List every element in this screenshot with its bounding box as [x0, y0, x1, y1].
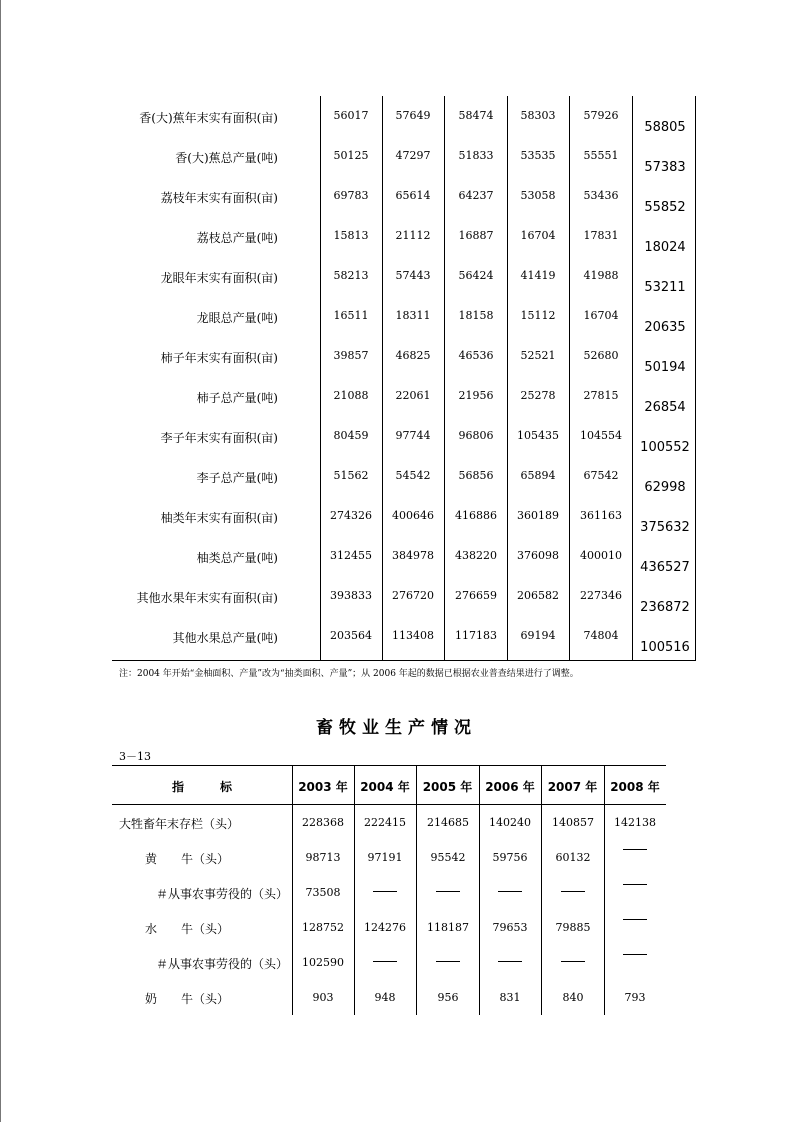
table-row [0, 349, 793, 389]
col-divider [479, 765, 480, 1015]
table-cell: 53058 [520, 189, 556, 202]
table-cell: 79885 [555, 921, 591, 934]
table-cell: 436527 [640, 560, 690, 575]
table-cell: 17831 [583, 229, 619, 242]
table-cell: 25278 [520, 389, 556, 402]
table-cell: 53436 [583, 189, 619, 202]
table-cell: 57649 [395, 109, 431, 122]
table-cell: 95542 [430, 851, 466, 864]
table-cell: 21112 [395, 229, 431, 242]
table-cell: 52680 [583, 349, 619, 362]
table-cell: 47297 [395, 149, 431, 162]
row-label: 柚类年末实有面积(亩) [160, 511, 278, 525]
no-data-dash [373, 961, 397, 962]
table-cell: 100516 [640, 640, 690, 655]
no-data-dash [623, 954, 647, 955]
table-cell: 58474 [458, 109, 494, 122]
table-cell: 18158 [458, 309, 494, 322]
table-cell: 56017 [333, 109, 369, 122]
row-label: ＃从事农事劳役的（头） [156, 887, 289, 901]
table-cell: 214685 [427, 816, 469, 829]
table-cell: 400646 [392, 509, 434, 522]
table-cell: 60132 [555, 851, 591, 864]
table-cell: 227346 [580, 589, 622, 602]
table-cell: 793 [624, 991, 646, 1004]
header-year: 2007 年 [547, 780, 598, 794]
table-bottom-rule [112, 660, 696, 661]
table-cell: 96806 [458, 429, 494, 442]
row-label: 李子总产量(吨) [196, 471, 278, 485]
table-cell: 438220 [455, 549, 497, 562]
no-data-dash [623, 849, 647, 850]
table-row [0, 309, 793, 349]
col-divider [604, 765, 605, 1015]
row-label: 李子年末实有面积(亩) [160, 431, 278, 445]
table-cell: 140240 [489, 816, 531, 829]
table-cell: 228368 [302, 816, 344, 829]
table-cell: 67542 [583, 469, 619, 482]
table-cell: 58303 [520, 109, 556, 122]
table-cell: 102590 [302, 956, 344, 969]
table-cell: 50125 [333, 149, 369, 162]
table-cell: 57443 [395, 269, 431, 282]
table-cell: 416886 [455, 509, 497, 522]
no-data-dash [561, 961, 585, 962]
table-cell: 312455 [330, 549, 372, 562]
table-cell: 222415 [364, 816, 406, 829]
row-label: 荔枝年末实有面积(亩) [160, 191, 278, 205]
table-cell: 97191 [367, 851, 403, 864]
row-label: 黄 牛（头） [145, 852, 230, 866]
row-label: 奶 牛（头） [145, 992, 230, 1006]
table-row [0, 629, 793, 669]
table-cell: 98713 [305, 851, 341, 864]
table-cell: 117183 [455, 629, 497, 642]
table-cell: 53535 [520, 149, 556, 162]
table-footnote: 注：2004 年开始“金柚面积、产量”改为“抽类面积、产量”；从 2006 年起的数据已根据农业普查结果进行了调整。 [119, 669, 579, 679]
row-label: 荔枝总产量(吨) [196, 231, 278, 245]
row-label: 大牲畜年末存栏（头） [119, 817, 240, 831]
no-data-dash [561, 891, 585, 892]
table-cell: 113408 [392, 629, 434, 642]
table-cell: 57383 [644, 160, 686, 175]
col-divider [416, 765, 417, 1015]
table-cell: 55852 [644, 200, 686, 215]
no-data-dash [373, 891, 397, 892]
row-label: 柿子年末实有面积(亩) [160, 351, 278, 365]
table-cell: 26854 [644, 400, 686, 415]
table-cell: 393833 [330, 589, 372, 602]
row-label: 龙眼总产量(吨) [196, 311, 278, 325]
header-bottom-rule [112, 804, 666, 805]
table-cell: 18311 [395, 309, 431, 322]
table-cell: 16511 [333, 309, 369, 322]
table-cell: 65894 [520, 469, 556, 482]
table-cell: 80459 [333, 429, 369, 442]
table-cell: 16704 [583, 309, 619, 322]
table-cell: 206582 [517, 589, 559, 602]
table-cell: 276720 [392, 589, 434, 602]
no-data-dash [498, 961, 522, 962]
table-cell: 361163 [580, 509, 622, 522]
table-cell: 20635 [644, 320, 686, 335]
table-row [0, 589, 793, 629]
row-label: 柿子总产量(吨) [196, 391, 278, 405]
table-cell: 21088 [333, 389, 369, 402]
table-row [0, 509, 793, 549]
table-code: 3－13 [119, 750, 151, 763]
table-row [0, 269, 793, 309]
header-year: 2008 年 [610, 780, 660, 794]
table-cell: 54542 [395, 469, 431, 482]
row-label: 香(大)蕉总产量(吨) [175, 151, 278, 165]
header-year: 2004 年 [360, 780, 410, 794]
table-cell: 59756 [492, 851, 528, 864]
table-cell: 79653 [492, 921, 528, 934]
table-cell: 21956 [458, 389, 494, 402]
row-label: 其他水果年末实有面积(亩) [136, 591, 278, 605]
table-cell: 58805 [644, 120, 686, 135]
header-year: 2005 年 [422, 780, 473, 794]
table-cell: 236872 [640, 600, 690, 615]
row-label: 龙眼年末实有面积(亩) [160, 271, 278, 285]
table-cell: 22061 [395, 389, 431, 402]
table-cell: 73508 [305, 886, 341, 899]
table-cell: 58213 [333, 269, 369, 282]
table-cell: 203564 [330, 629, 372, 642]
table-cell: 384978 [392, 549, 434, 562]
table-cell: 16704 [520, 229, 556, 242]
table-cell: 56856 [458, 469, 494, 482]
table-row [0, 429, 793, 469]
row-label: 柚类总产量(吨) [196, 551, 278, 565]
header-year: 2003 年 [298, 780, 348, 794]
table-cell: 64237 [458, 189, 494, 202]
table-cell: 903 [312, 991, 334, 1004]
table-cell: 105435 [517, 429, 559, 442]
table-cell: 56424 [458, 269, 494, 282]
table-cell: 27815 [583, 389, 619, 402]
table-cell: 140857 [552, 816, 594, 829]
table-row [0, 149, 793, 189]
table-cell: 62998 [644, 480, 686, 495]
table-cell: 52521 [520, 349, 556, 362]
table-row [0, 229, 793, 269]
table-cell: 51562 [333, 469, 369, 482]
table-cell: 39857 [333, 349, 369, 362]
table-cell: 41988 [583, 269, 619, 282]
no-data-dash [623, 884, 647, 885]
table-cell: 46825 [395, 349, 431, 362]
col-divider [541, 765, 542, 1015]
table-cell: 948 [374, 991, 396, 1004]
no-data-dash [436, 891, 460, 892]
table-cell: 100552 [640, 440, 690, 455]
table-cell: 57926 [583, 109, 619, 122]
table-cell: 41419 [520, 269, 556, 282]
table-cell: 69783 [333, 189, 369, 202]
table-cell: 69194 [520, 629, 556, 642]
table-cell: 118187 [427, 921, 469, 934]
table-cell: 18024 [644, 240, 686, 255]
table-cell: 51833 [458, 149, 494, 162]
table-cell: 956 [437, 991, 459, 1004]
row-label: 其他水果总产量(吨) [172, 631, 278, 645]
table-cell: 15813 [333, 229, 369, 242]
header-indicator: 指 标 [171, 780, 232, 794]
table-cell: 274326 [330, 509, 372, 522]
table-cell: 840 [562, 991, 584, 1004]
table-cell: 376098 [517, 549, 559, 562]
row-label: 水 牛（头） [145, 922, 230, 936]
table-row [0, 389, 793, 429]
table-cell: 46536 [458, 349, 494, 362]
table-row [0, 469, 793, 509]
table-cell: 128752 [302, 921, 344, 934]
table-cell: 50194 [644, 360, 686, 375]
table-cell: 360189 [517, 509, 559, 522]
table-cell: 53211 [644, 280, 686, 295]
section-title: 畜牧业生产情况 [316, 718, 477, 738]
row-label: ＃从事农事劳役的（头） [156, 957, 289, 971]
table-cell: 276659 [455, 589, 497, 602]
table-top-rule [112, 765, 666, 766]
no-data-dash [623, 919, 647, 920]
table-cell: 831 [499, 991, 521, 1004]
table-cell: 16887 [458, 229, 494, 242]
table-cell: 97744 [395, 429, 431, 442]
table-cell: 74804 [583, 629, 619, 642]
table-cell: 55551 [583, 149, 619, 162]
table-cell: 104554 [580, 429, 622, 442]
table-cell: 400010 [580, 549, 622, 562]
header-year: 2006 年 [485, 780, 535, 794]
table-cell: 15112 [520, 309, 556, 322]
table-cell: 124276 [364, 921, 406, 934]
no-data-dash [498, 891, 522, 892]
table-row [0, 109, 793, 149]
table-row [0, 189, 793, 229]
table-cell: 142138 [614, 816, 656, 829]
row-label: 香(大)蕉年末实有面积(亩) [139, 111, 278, 125]
col-divider [354, 765, 355, 1015]
table-cell: 65614 [395, 189, 431, 202]
table-cell: 375632 [640, 520, 690, 535]
no-data-dash [436, 961, 460, 962]
table-row [0, 549, 793, 589]
